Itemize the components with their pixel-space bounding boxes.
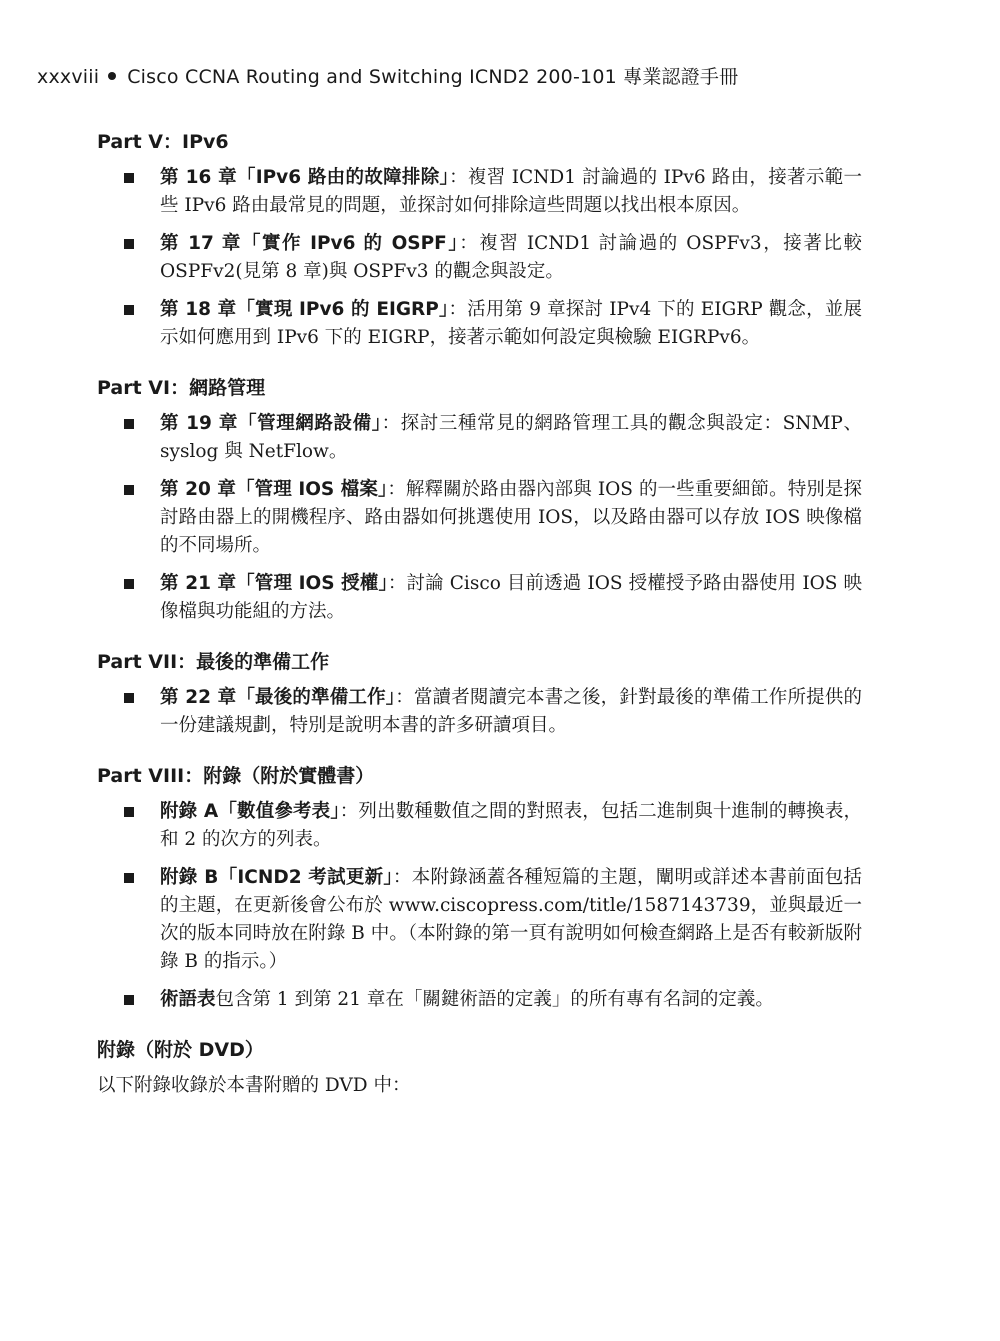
part-section: [97, 648, 862, 740]
list-item: [97, 296, 862, 352]
item-title: 術語表: [160, 989, 216, 1010]
square-bullet-icon: [124, 173, 134, 183]
list-item: [97, 570, 862, 626]
dvd-section: [97, 1036, 862, 1100]
item-title: 附錄 B「ICND2 考試更新」: [160, 867, 393, 888]
part-section: [97, 128, 862, 352]
chapter-list: [97, 798, 862, 1014]
list-item: [97, 230, 862, 286]
list-item: [97, 410, 862, 466]
list-item: [97, 476, 862, 560]
item-text: ：當讀者閱讀完本書之後，針對最後的準備工作所提供的一份建議規劃，特別是說明本書的許多研讀項目。: [160, 687, 862, 736]
square-bullet-icon: [124, 807, 134, 817]
item-text: ：列出數種數值之間的對照表，包括二進制與十進制的轉換表，和 2 的次方的列表。: [160, 801, 862, 850]
chapter-list: [97, 410, 862, 626]
part-heading: Part VI：網路管理: [97, 377, 266, 399]
square-bullet-icon: [124, 485, 134, 495]
item-title: 第 17 章「實作 IPv6 的 OSPF」: [160, 233, 460, 254]
item-text: 包含第 1 到第 21 章在「關鍵術語的定義」的所有專有名詞的定義。: [215, 989, 774, 1010]
square-bullet-icon: [124, 305, 134, 315]
item-text: ：本附錄涵蓋各種短篇的主題，闡明或詳述本書前面包括的主題，在更新後會公布於 www.ciscopress.com/title/1587143739，並與最近一次的版本同時放在附錄 B 中。（本附錄的第一頁有說明如何檢查網路上是否有較新版附錄 B 的指示。）: [160, 867, 862, 972]
square-bullet-icon: [124, 693, 134, 703]
book-title: Cisco CCNA Routing and Switching ICND2 200-101 專業認證手冊: [127, 66, 739, 88]
item-text: ：討論 Cisco 目前透過 IOS 授權授予路由器使用 IOS 映像檔與功能組的方法。: [160, 573, 862, 622]
dvd-heading: 附錄（附於 DVD）: [97, 1039, 264, 1061]
list-item: [97, 798, 862, 854]
list-item: [97, 684, 862, 740]
list-item: [97, 864, 862, 976]
bullet-separator-icon: [108, 72, 116, 80]
running-header: [37, 62, 738, 89]
part-section: [97, 762, 862, 1014]
item-text: ：複習 ICND1 討論過的 OSPFv3，接著比較 OSPFv2(見第 8 章)與 OSPFv3 的觀念與設定。: [160, 233, 862, 282]
item-title: 第 18 章「實現 IPv6 的 EIGRP」: [160, 299, 449, 320]
item-title: 附錄 A「數值參考表」: [160, 801, 340, 822]
chapter-list: [97, 684, 862, 740]
chapter-list: [97, 164, 862, 352]
part-heading: Part VII：最後的準備工作: [97, 651, 330, 673]
item-text: ：活用第 9 章探討 IPv4 下的 EIGRP 觀念，並展示如何應用到 IPv6 下的 EIGRP，接著示範如何設定與檢驗 EIGRPv6。: [160, 299, 862, 348]
square-bullet-icon: [124, 579, 134, 589]
part-heading: Part V：IPv6: [97, 131, 229, 153]
item-title: 第 22 章「最後的準備工作」: [160, 687, 396, 708]
item-text: ：探討三種常見的網路管理工具的觀念與設定：SNMP、syslog 與 NetFlow。: [160, 413, 862, 462]
list-item: [97, 986, 862, 1014]
square-bullet-icon: [124, 995, 134, 1005]
square-bullet-icon: [124, 873, 134, 883]
item-text: ：解釋關於路由器內部與 IOS 的一些重要細節。特別是探討路由器上的開機程序、路由器如何挑選使用 IOS，以及路由器可以存放 IOS 映像檔的不同場所。: [160, 479, 862, 556]
square-bullet-icon: [124, 419, 134, 429]
page-number: xxxviii: [37, 66, 100, 88]
item-text: ：複習 ICND1 討論過的 IPv6 路由，接著示範一些 IPv6 路由最常見的問題，並探討如何排除這些問題以找出根本原因。: [160, 167, 862, 216]
list-item: [97, 164, 862, 220]
part-section: [97, 374, 862, 626]
dvd-intro: 以下附錄收錄於本書附贈的 DVD 中：: [97, 1075, 411, 1096]
item-title: 第 19 章「管理網路設備」: [160, 413, 382, 434]
page-content: [97, 128, 862, 1122]
part-heading: Part VIII：附錄（附於實體書）: [97, 765, 375, 787]
square-bullet-icon: [124, 239, 134, 249]
item-title: 第 21 章「管理 IOS 授權」: [160, 573, 388, 594]
item-title: 第 16 章「IPv6 路由的故障排除」: [160, 167, 450, 188]
item-title: 第 20 章「管理 IOS 檔案」: [160, 479, 388, 500]
